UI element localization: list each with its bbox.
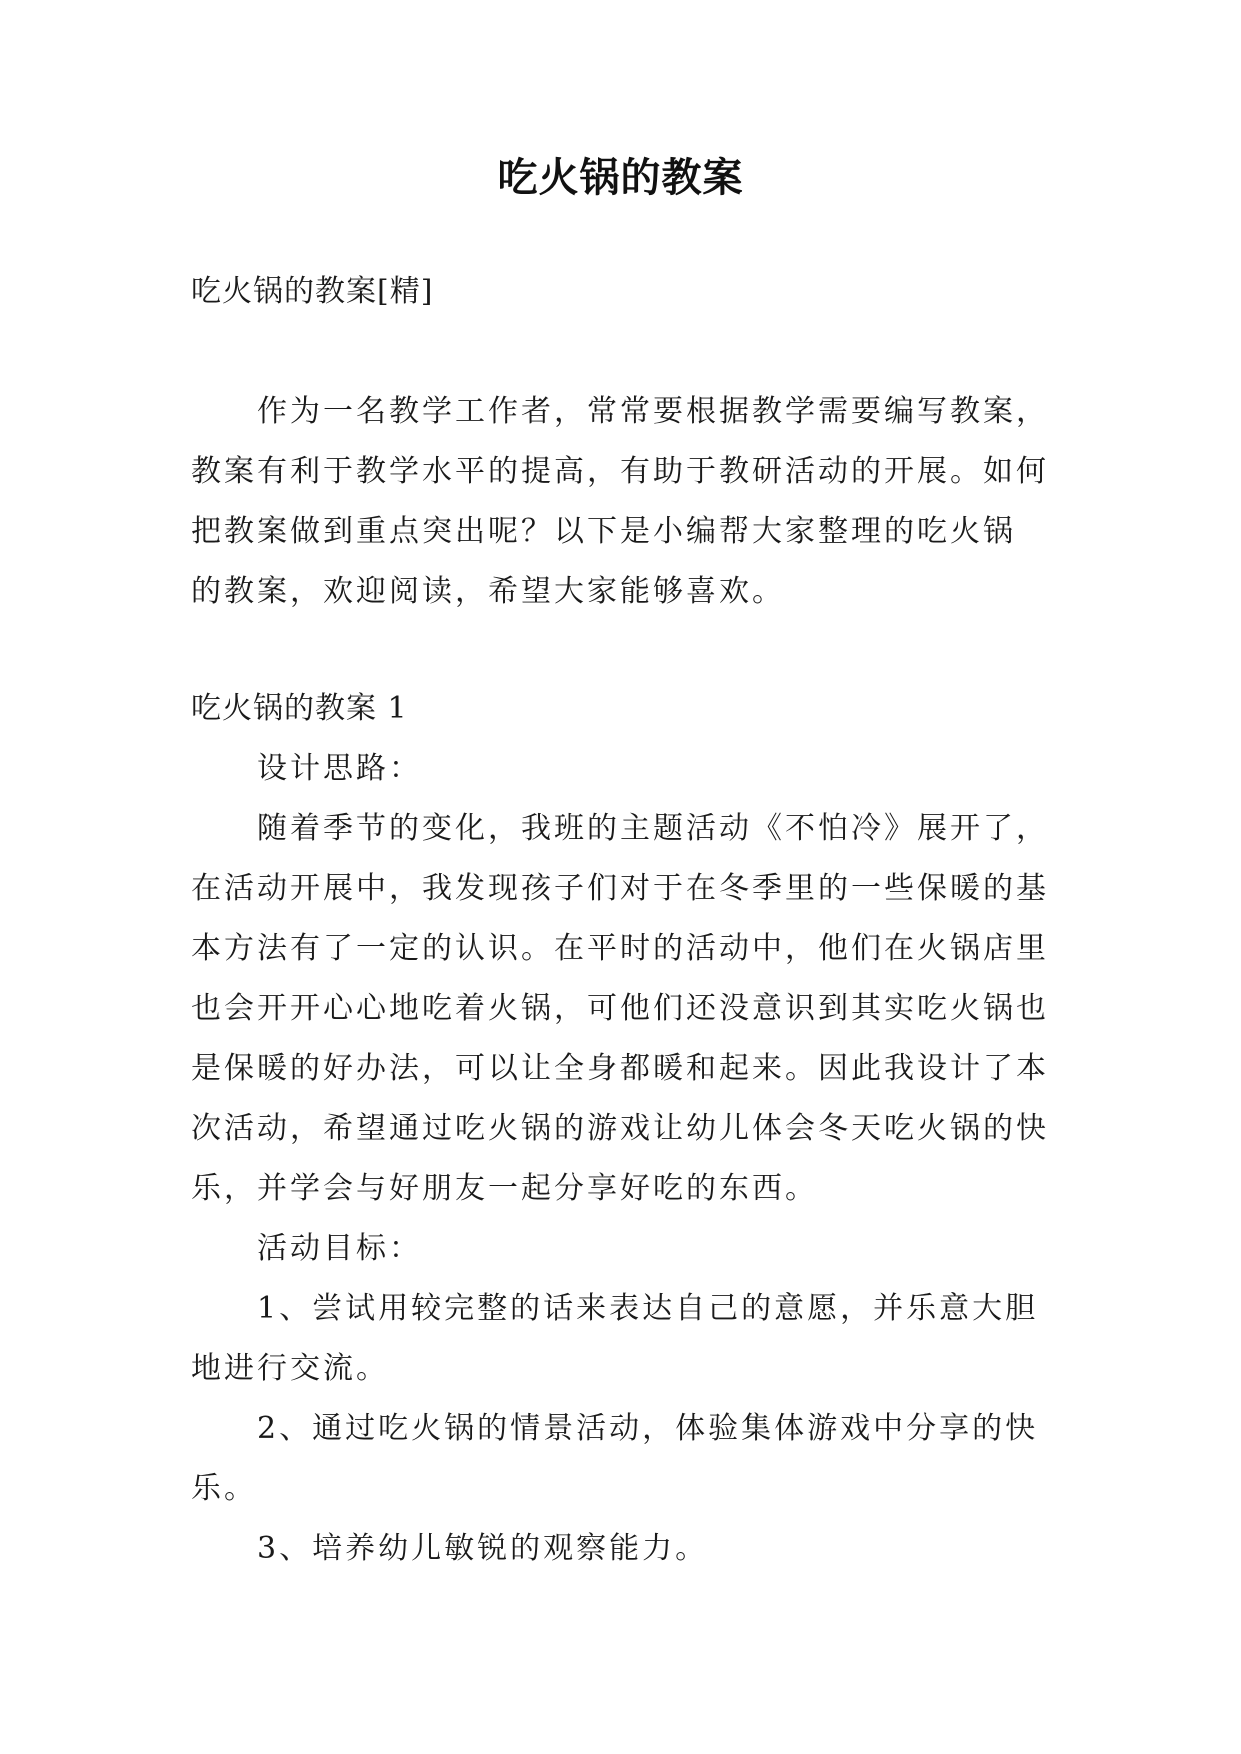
design-line: 也会开开心心地吃着火锅，可他们还没意识到其实吃火锅也 <box>191 991 1049 1026</box>
document-subtitle: 吃火锅的教案[精] <box>191 274 434 309</box>
document-body <box>191 262 1051 1579</box>
goal-line: 乐。 <box>191 1471 257 1506</box>
goals-label: 活动目标： <box>191 1231 422 1266</box>
design-line: 在活动开展中，我发现孩子们对于在冬季里的一些保暖的基 <box>191 871 1049 906</box>
design-label: 设计思路： <box>191 751 422 786</box>
design-line: 是保暖的好办法，可以让全身都暖和起来。因此我设计了本 <box>191 1051 1049 1086</box>
goals-list <box>191 1279 1051 1579</box>
design-line: 本方法有了一定的认识。在平时的活动中，他们在火锅店里 <box>191 931 1049 966</box>
goal-line: 3、培养幼儿敏锐的观察能力。 <box>191 1531 709 1566</box>
intro-paragraph <box>191 382 1051 622</box>
goal-line: 1、尝试用较完整的话来表达自己的意愿，并乐意大胆 <box>191 1291 1039 1326</box>
intro-line: 教案有利于教学水平的提高，有助于教研活动的开展。如何 <box>191 454 1049 489</box>
section-heading: 吃火锅的教案 1 <box>191 691 408 726</box>
goal-line: 2、通过吃火锅的情景活动，体验集体游戏中分享的快 <box>191 1411 1039 1446</box>
intro-line: 把教案做到重点突出呢？以下是小编帮大家整理的吃火锅 <box>191 514 1016 549</box>
design-paragraph <box>191 799 1051 1219</box>
document-title: 吃火锅的教案 <box>497 155 744 201</box>
goal-line: 地进行交流。 <box>191 1351 389 1386</box>
design-line: 次活动，希望通过吃火锅的游戏让幼儿体会冬天吃火锅的快 <box>191 1111 1049 1146</box>
intro-line: 作为一名教学工作者，常常要根据教学需要编写教案， <box>191 394 1049 429</box>
intro-line: 的教案，欢迎阅读，希望大家能够喜欢。 <box>191 574 785 609</box>
design-line: 随着季节的变化，我班的主题活动《不怕冷》展开了， <box>191 811 1049 846</box>
design-line: 乐，并学会与好朋友一起分享好吃的东西。 <box>191 1171 818 1206</box>
